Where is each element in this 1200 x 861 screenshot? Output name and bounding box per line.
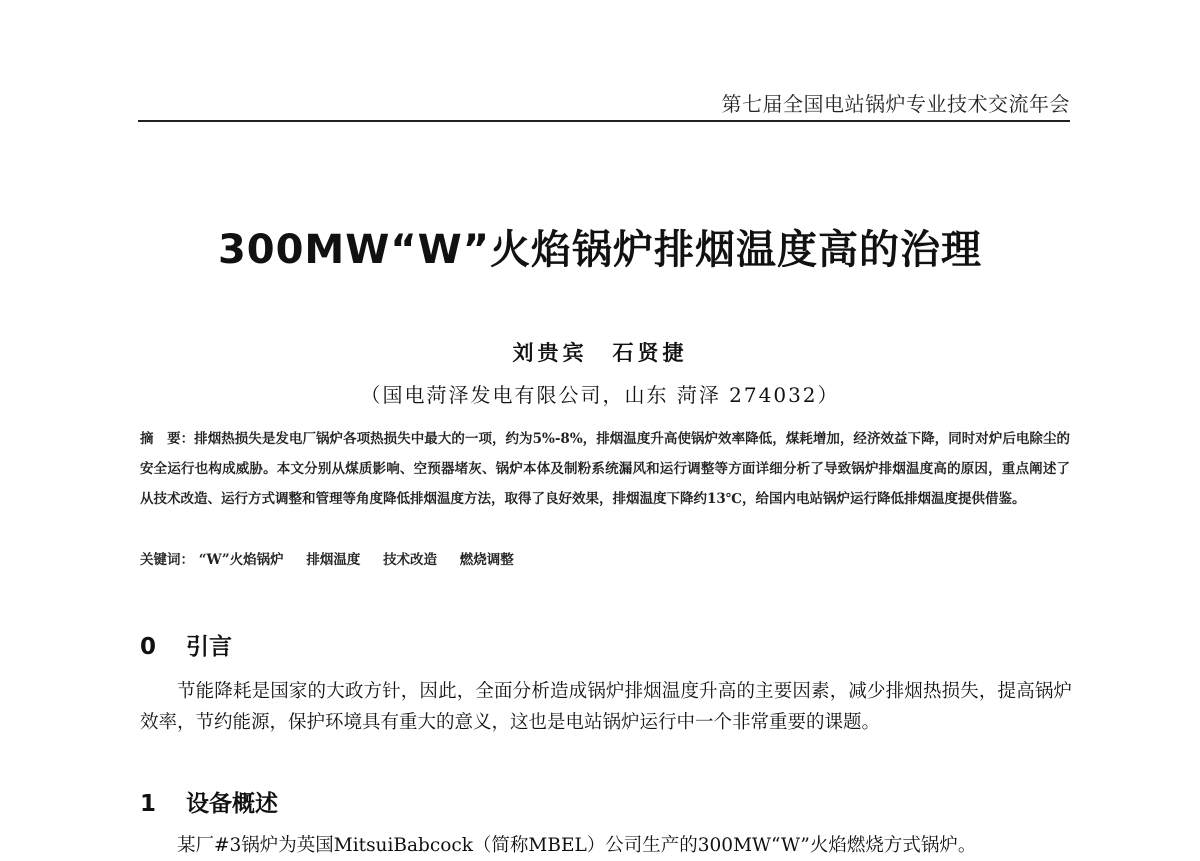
- equipment-paragraph: 某厂#3锅炉为英国MitsuiBabcock（简称MBEL）公司生产的300MW“W”火焰燃烧方式锅炉。: [177, 835, 977, 856]
- keyword-item: 排烟温度: [306, 552, 361, 568]
- running-header: 第七届全国电站锅炉专业技术交流年会: [721, 92, 1070, 116]
- section-number: 0: [140, 634, 157, 660]
- paper-title: 300MW“W”火焰锅炉排烟温度高的治理: [217, 227, 983, 273]
- paper-affiliation: （国电菏泽发电有限公司，山东 菏泽 274032）: [360, 383, 840, 407]
- section-title: 设备概述: [186, 791, 278, 817]
- keyword-item: 技术改造: [383, 552, 438, 568]
- abstract-text: 排烟热损失是发电厂锅炉各项热损失中最大的一项，约为5%-8%，排烟温度升高使锅炉效率降低，煤耗增加，经济效益下降，同时对炉后电除尘的安全运行也构成威胁。本文分别从煤质影响、空预器堵灰、锅炉本体及制粉系统漏风和运行调整等方面详细分析了导致锅炉排烟温度高的原因，重点阐述了从技术改造、运行方式调整和管理等角度降低排烟温度方法，取得了良好效果，排烟温度下降约13℃，给国内电站锅炉运行降低排烟温度提供借鉴。: [140, 431, 1071, 507]
- paper-authors: 刘贵宾 石贤捷: [512, 340, 688, 365]
- abstract-label: 摘 要：: [140, 431, 195, 447]
- keyword-item: “W”火焰锅炉: [198, 552, 284, 568]
- keyword-item: 燃烧调整: [459, 552, 514, 568]
- keywords-label: 关键词：: [140, 552, 194, 568]
- section-title: 引言: [186, 634, 232, 660]
- introduction-paragraph: 节能降耗是国家的大政方针，因此，全面分析造成锅炉排烟温度升高的主要因素，减少排烟热损失，提高锅炉效率，节约能源，保护环境具有重大的意义，这也是电站锅炉运行中一个非常重要的课题。: [140, 681, 1072, 733]
- section-number: 1: [140, 791, 157, 817]
- section-heading-introduction: [140, 628, 232, 661]
- keywords: [140, 548, 1070, 568]
- abstract: [140, 424, 1070, 514]
- section-heading-equipment: [140, 785, 278, 818]
- header-divider: [138, 120, 1070, 122]
